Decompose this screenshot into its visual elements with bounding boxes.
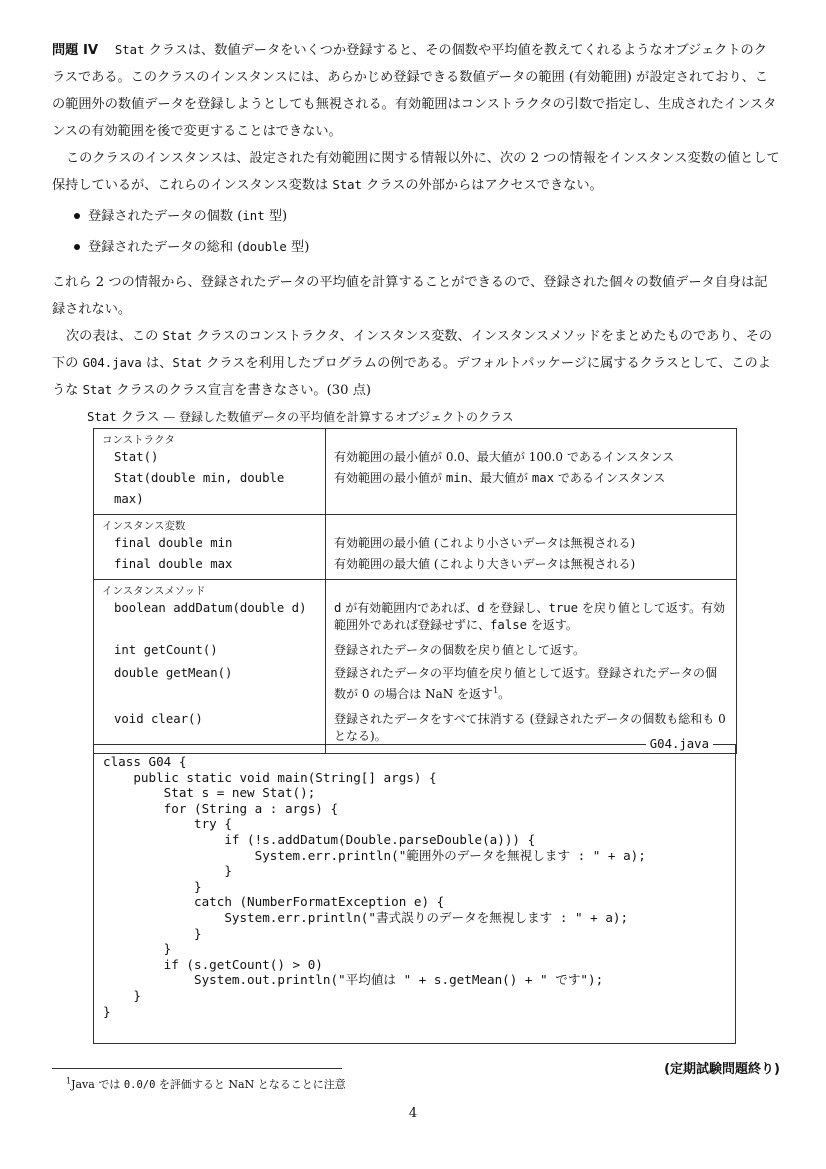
page-number: 4 <box>408 1106 418 1121</box>
table-caption: Stat クラス — 登録した数値データの平均値を計算するオブジェクトのクラス <box>87 410 514 425</box>
intro-paragraph: 問題 IV Stat クラスは、数値データをいくつか登録すると、その個数や平均値を教えてくれるようなオブジェクトのクラスである。このクラスのインスタンスには、あらかじめ登録できる数値データの範囲 (有効範囲) が設定されており、この範囲外の数値データを登録しようとしても無視される。有効範囲はコンストラクタの引数で指定し、生成されたインスタンスの有効範囲を後で変更することはできない。 <box>52 43 777 139</box>
footnote-rule <box>52 1068 342 1069</box>
list-item: 登録されたデータの総和 (double 型) <box>52 232 309 263</box>
problem-heading: 問題 IV <box>52 43 99 58</box>
class-spec-table <box>93 428 737 754</box>
list-item: 登録されたデータの個数 (int 型) <box>52 201 309 232</box>
end-note: (定期試験問題終り) <box>664 1062 780 1077</box>
table-row: Stat() 有効範囲の最小値が 0.0、最大値が 100.0 であるインスタンス <box>94 447 737 468</box>
table-row: double getMean() 登録されたデータの平均値を戻り値として返す。登録されたデータの個数が 0 の場合は NaN を返す$^1$。 <box>94 663 737 709</box>
code-listing <box>93 737 736 1044</box>
methods-header: インスタンスメソッド <box>102 585 206 597</box>
table-row: int getCount() 登録されたデータの個数を戻り値として返す。 <box>94 640 737 663</box>
mean-calc-paragraph: これら 2 つの情報から、登録されたデータの平均値を計算することができるので、登録された個々の数値データ自身は記録されない。 <box>52 275 768 317</box>
instance-variable-list <box>52 201 309 263</box>
table-row: Stat(double min, double max) 有効範囲の最小値が min、最大値が max であるインスタンス <box>94 468 737 515</box>
constructors-header: コンストラクタ <box>102 434 175 446</box>
table-row: final double max 有効範囲の最大値 (これより大きいデータは無視される) <box>94 554 737 580</box>
code-filename: G04.java <box>646 737 713 751</box>
code-source: class G04 { public static void main(String[] args) { Stat s = new Stat(); for (String a : args) { try { if (!s.addDatum(Double.parseDouble(a))) { System.err.println("範囲外のデータを無視します : " + a); } } catch (NumberFormatException e) { System.err.println("書式誤りのデータを無視します : " + a); } } if (s.getCount() > 0) System.out.println("平均値は " + s.getMean() + " です"); } } <box>103 754 646 1019</box>
fields-header: インスタンス変数 <box>102 520 186 532</box>
task-paragraph: 次の表は、この Stat クラスのコンストラクタ、インスタンス変数、インスタンスメソッドをまとめたものであり、その下の G04.java は、Stat クラスを利用したプログラムの例である。デフォルトパッケージに属するクラスとして、このような Stat クラスのクラス宣言を書きなさい。(30 点) <box>52 329 773 398</box>
table-row: final double min 有効範囲の最小値 (これより小さいデータは無視される) <box>94 533 737 554</box>
instance-info-paragraph: このクラスのインスタンスは、設定された有効範囲に関する情報以外に、次の 2 つの情報をインスタンス変数の値として保持しているが、これらのインスタンス変数は Stat クラスの外部からはアクセスできない。 <box>52 151 780 193</box>
table-row: boolean addDatum(double d) d が有効範囲内であれば、d を登録し、true を戻り値として返す。有効範囲外であれば登録せずに、false を返す。 <box>94 598 737 640</box>
table-row: void clear() 登録されたデータをすべて抹消する (登録されたデータの個数も総和も 0 となる)。 <box>94 709 737 754</box>
footnote: $^1$Java では 0.0/0 を評価すると NaN となることに注意 <box>66 1076 346 1091</box>
